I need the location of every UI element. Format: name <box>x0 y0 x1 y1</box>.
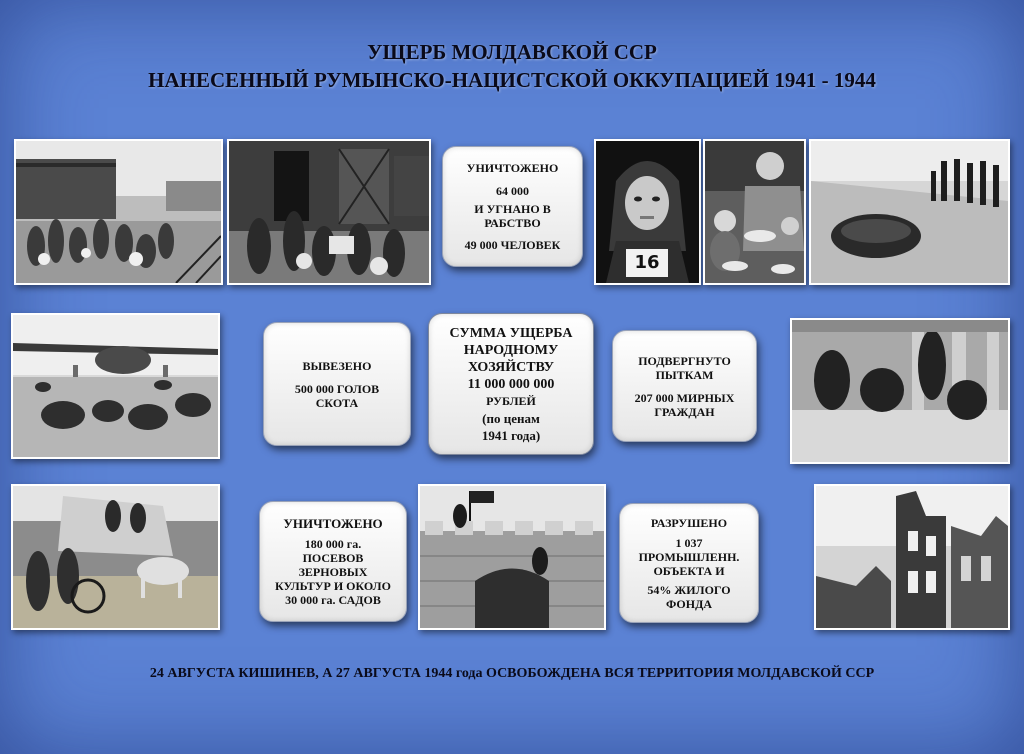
box-livestock-line-1: ВЫВЕЗЕНО <box>302 358 372 373</box>
photo-ruined-buildings <box>814 484 1010 630</box>
photo-execution-pit <box>809 139 1010 285</box>
box-destroyed-line-2: 1 037 <box>675 535 703 550</box>
photo-girl-with-number-sign <box>594 139 701 285</box>
photo-flag-on-fortress <box>418 484 606 630</box>
box-people-line-2: 64 000 <box>496 184 529 198</box>
box-crops-line-2: 180 000 га. <box>304 536 362 551</box>
photo-tortured-prisoners <box>790 318 1010 464</box>
box-destroyed-line-6: ФОНДА <box>665 596 713 611</box>
photo-plane-and-sheep <box>11 313 220 459</box>
box-damage-line-5: РУБЛЕЙ <box>486 393 536 408</box>
box-destroyed-line-3: ПРОМЫШЛЕНН. <box>638 549 740 564</box>
box-livestock <box>263 322 411 446</box>
footer-liberation-note: 24 АВГУСТА КИШИНЕВ, А 27 АВГУСТА 1944 года ОСВОБОЖДЕНА ВСЯ ТЕРРИТОРИЯ МОЛДАВСКОЙ ССР <box>149 666 875 681</box>
box-crops-line-3: ПОСЕВОВ <box>302 550 364 565</box>
photo-children-with-bowls <box>703 139 806 285</box>
box-damage-line-2: НАРОДНОМУ <box>463 342 559 358</box>
box-people-destroyed <box>442 146 583 267</box>
box-destroyed-line-1: РАЗРУШЕНО <box>650 515 728 530</box>
box-people-line-4: РАБСТВО <box>484 216 541 230</box>
box-tortured-line-2: ПЫТКАМ <box>655 367 714 382</box>
box-crops-line-4: ЗЕРНОВЫХ <box>298 564 368 579</box>
box-destroyed-line-5: 54% ЖИЛОГО <box>647 582 731 597</box>
box-damage-line-7: 1941 года) <box>481 427 541 443</box>
box-damage-line-6: (по ценам <box>482 410 540 426</box>
photo-boxcar-deportation <box>227 139 431 285</box>
box-crops-line-6: 30 000 га. САДОВ <box>285 592 381 607</box>
photo-train-station-crowd <box>14 139 223 285</box>
title-line-2: НАНЕСЕННЫЙ РУМЫНСКО-НАЦИСТСКОЙ ОККУПАЦИЕЙ 1941 - 1944 <box>148 68 876 92</box>
box-damage-line-4: 11 000 000 000 <box>467 376 555 392</box>
box-crops <box>259 501 407 622</box>
box-damage-line-3: ХОЗЯЙСТВУ <box>467 359 555 375</box>
box-tortured <box>612 330 757 442</box>
title-line-1: УЩЕРБ МОЛДАВСКОЙ ССР <box>367 40 657 64</box>
box-people-line-3: И УГНАНО В <box>474 202 551 216</box>
box-tortured-line-3: 207 000 МИРНЫХ <box>634 390 735 405</box>
box-tortured-line-1: ПОДВЕРГНУТО <box>638 353 731 368</box>
box-destroyed-industry <box>619 503 759 623</box>
box-tortured-line-4: ГРАЖДАН <box>654 404 715 419</box>
box-damage-line-1: СУММА УЩЕРБА <box>449 325 573 341</box>
box-destroyed-line-4: ОБЪЕКТА И <box>653 563 725 578</box>
box-damage-sum <box>428 313 594 455</box>
number-sign-label: 16 <box>634 252 660 273</box>
box-people-line-5: 49 000 ЧЕЛОВЕК <box>464 238 561 252</box>
box-livestock-line-3: СКОТА <box>315 395 359 410</box>
box-crops-line-5: КУЛЬТУР И ОКОЛО <box>275 578 391 593</box>
photo-grain-cart-horses <box>11 484 220 630</box>
box-livestock-line-2: 500 000 ГОЛОВ <box>294 381 380 396</box>
box-crops-line-1: УНИЧТОЖЕНО <box>283 515 383 531</box>
box-people-line-1: УНИЧТОЖЕНО <box>466 161 559 175</box>
